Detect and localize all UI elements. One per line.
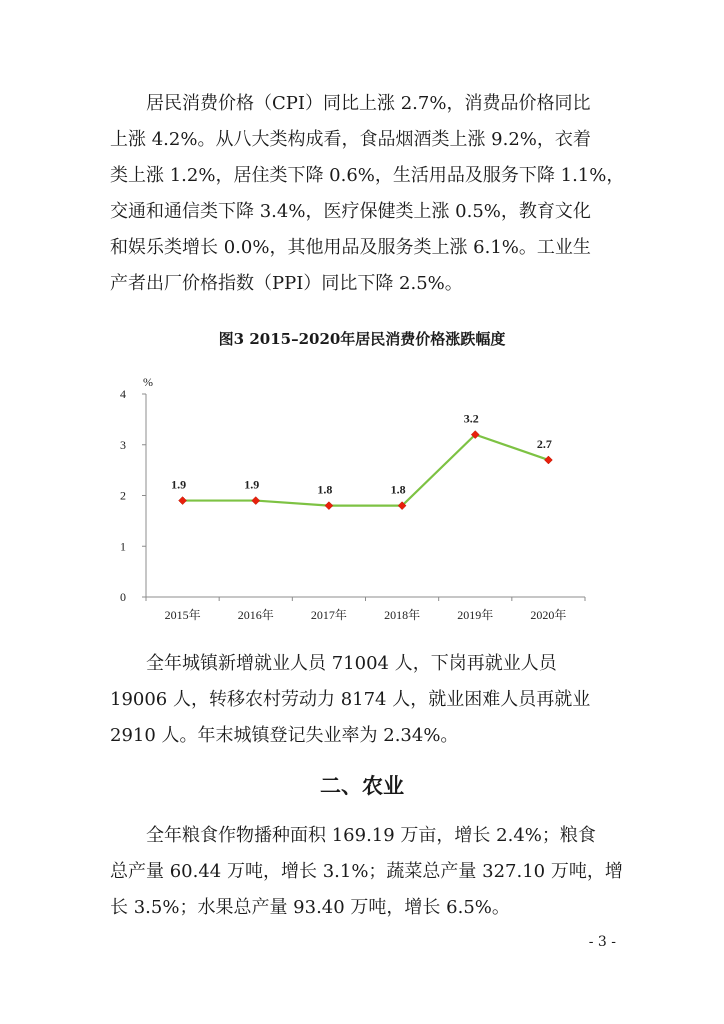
data-labels (171, 412, 552, 497)
text-line: 长 3.5%；水果总产量 93.40 万吨，增长 6.5%。 (110, 897, 510, 918)
y-axis (120, 375, 153, 604)
y-tick-label: 3 (120, 437, 126, 452)
data-label: 2.7 (536, 436, 552, 451)
section-heading: 二、农业 (320, 774, 404, 798)
data-point-marker (179, 497, 187, 505)
x-tick-label: 2015年 (164, 608, 201, 622)
text-line: 2910 人。年末城镇登记失业率为 2.34%。 (110, 725, 459, 746)
data-label: 1.8 (317, 482, 333, 497)
text-line: 全年城镇新增就业人员 71004 人，下岗再就业人员 (110, 653, 557, 674)
x-tick-label: 2019年 (457, 608, 494, 622)
agriculture-paragraph (110, 818, 623, 926)
text-line: 上涨 4.2%。从八大类构成看，食品烟酒类上涨 9.2%，衣着 (110, 129, 591, 150)
x-axis (146, 597, 585, 622)
text-line: 和娱乐类增长 0.0%，其他用品及服务类上涨 6.1%。工业生 (110, 237, 591, 258)
data-point-marker (544, 456, 552, 464)
y-tick-label: 2 (120, 488, 126, 503)
data-label: 1.8 (390, 482, 406, 497)
x-tick-label: 2017年 (310, 608, 347, 622)
chart-title: 图3 2015–2020年居民消费价格涨跌幅度 (218, 330, 506, 348)
series-line (183, 435, 549, 506)
data-label: 3.2 (463, 411, 479, 426)
data-point-marker (325, 502, 333, 510)
x-tick-label: 2016年 (237, 608, 274, 622)
text-line: 19006 人，转移农村劳动力 8174 人，就业困难人员再就业 (110, 689, 591, 710)
text-line: 全年粮食作物播种面积 169.19 万亩，增长 2.4%；粮食 (110, 825, 596, 846)
y-tick-label: 4 (120, 387, 126, 401)
cpi-line-chart (0, 370, 724, 640)
text-line: 居民消费价格（CPI）同比上涨 2.7%，消费品价格同比 (110, 93, 591, 114)
y-tick-label: 1 (120, 539, 126, 554)
data-label: 1.9 (171, 477, 187, 492)
text-line: 交通和通信类下降 3.4%，医疗保健类上涨 0.5%，教育文化 (110, 201, 591, 222)
cpi-paragraph (110, 86, 625, 302)
series-line-path (183, 435, 549, 506)
text-line: 类上涨 1.2%，居住类下降 0.6%，生活用品及服务下降 1.1%， (110, 165, 625, 186)
employment-paragraph (110, 646, 615, 754)
y-tick-label: 0 (120, 590, 126, 604)
data-label: 1.9 (244, 477, 260, 492)
text-line: 产者出厂价格指数（PPI）同比下降 2.5%。 (110, 273, 463, 294)
text-line: 总产量 60.44 万吨，增长 3.1%；蔬菜总产量 327.10 万吨，增 (110, 861, 623, 882)
y-axis-unit-label: % (143, 375, 153, 389)
x-tick-label: 2018年 (384, 608, 421, 622)
page-number: - 3 - (588, 934, 616, 950)
data-point-marker (252, 497, 260, 505)
x-tick-label: 2020年 (530, 608, 567, 622)
